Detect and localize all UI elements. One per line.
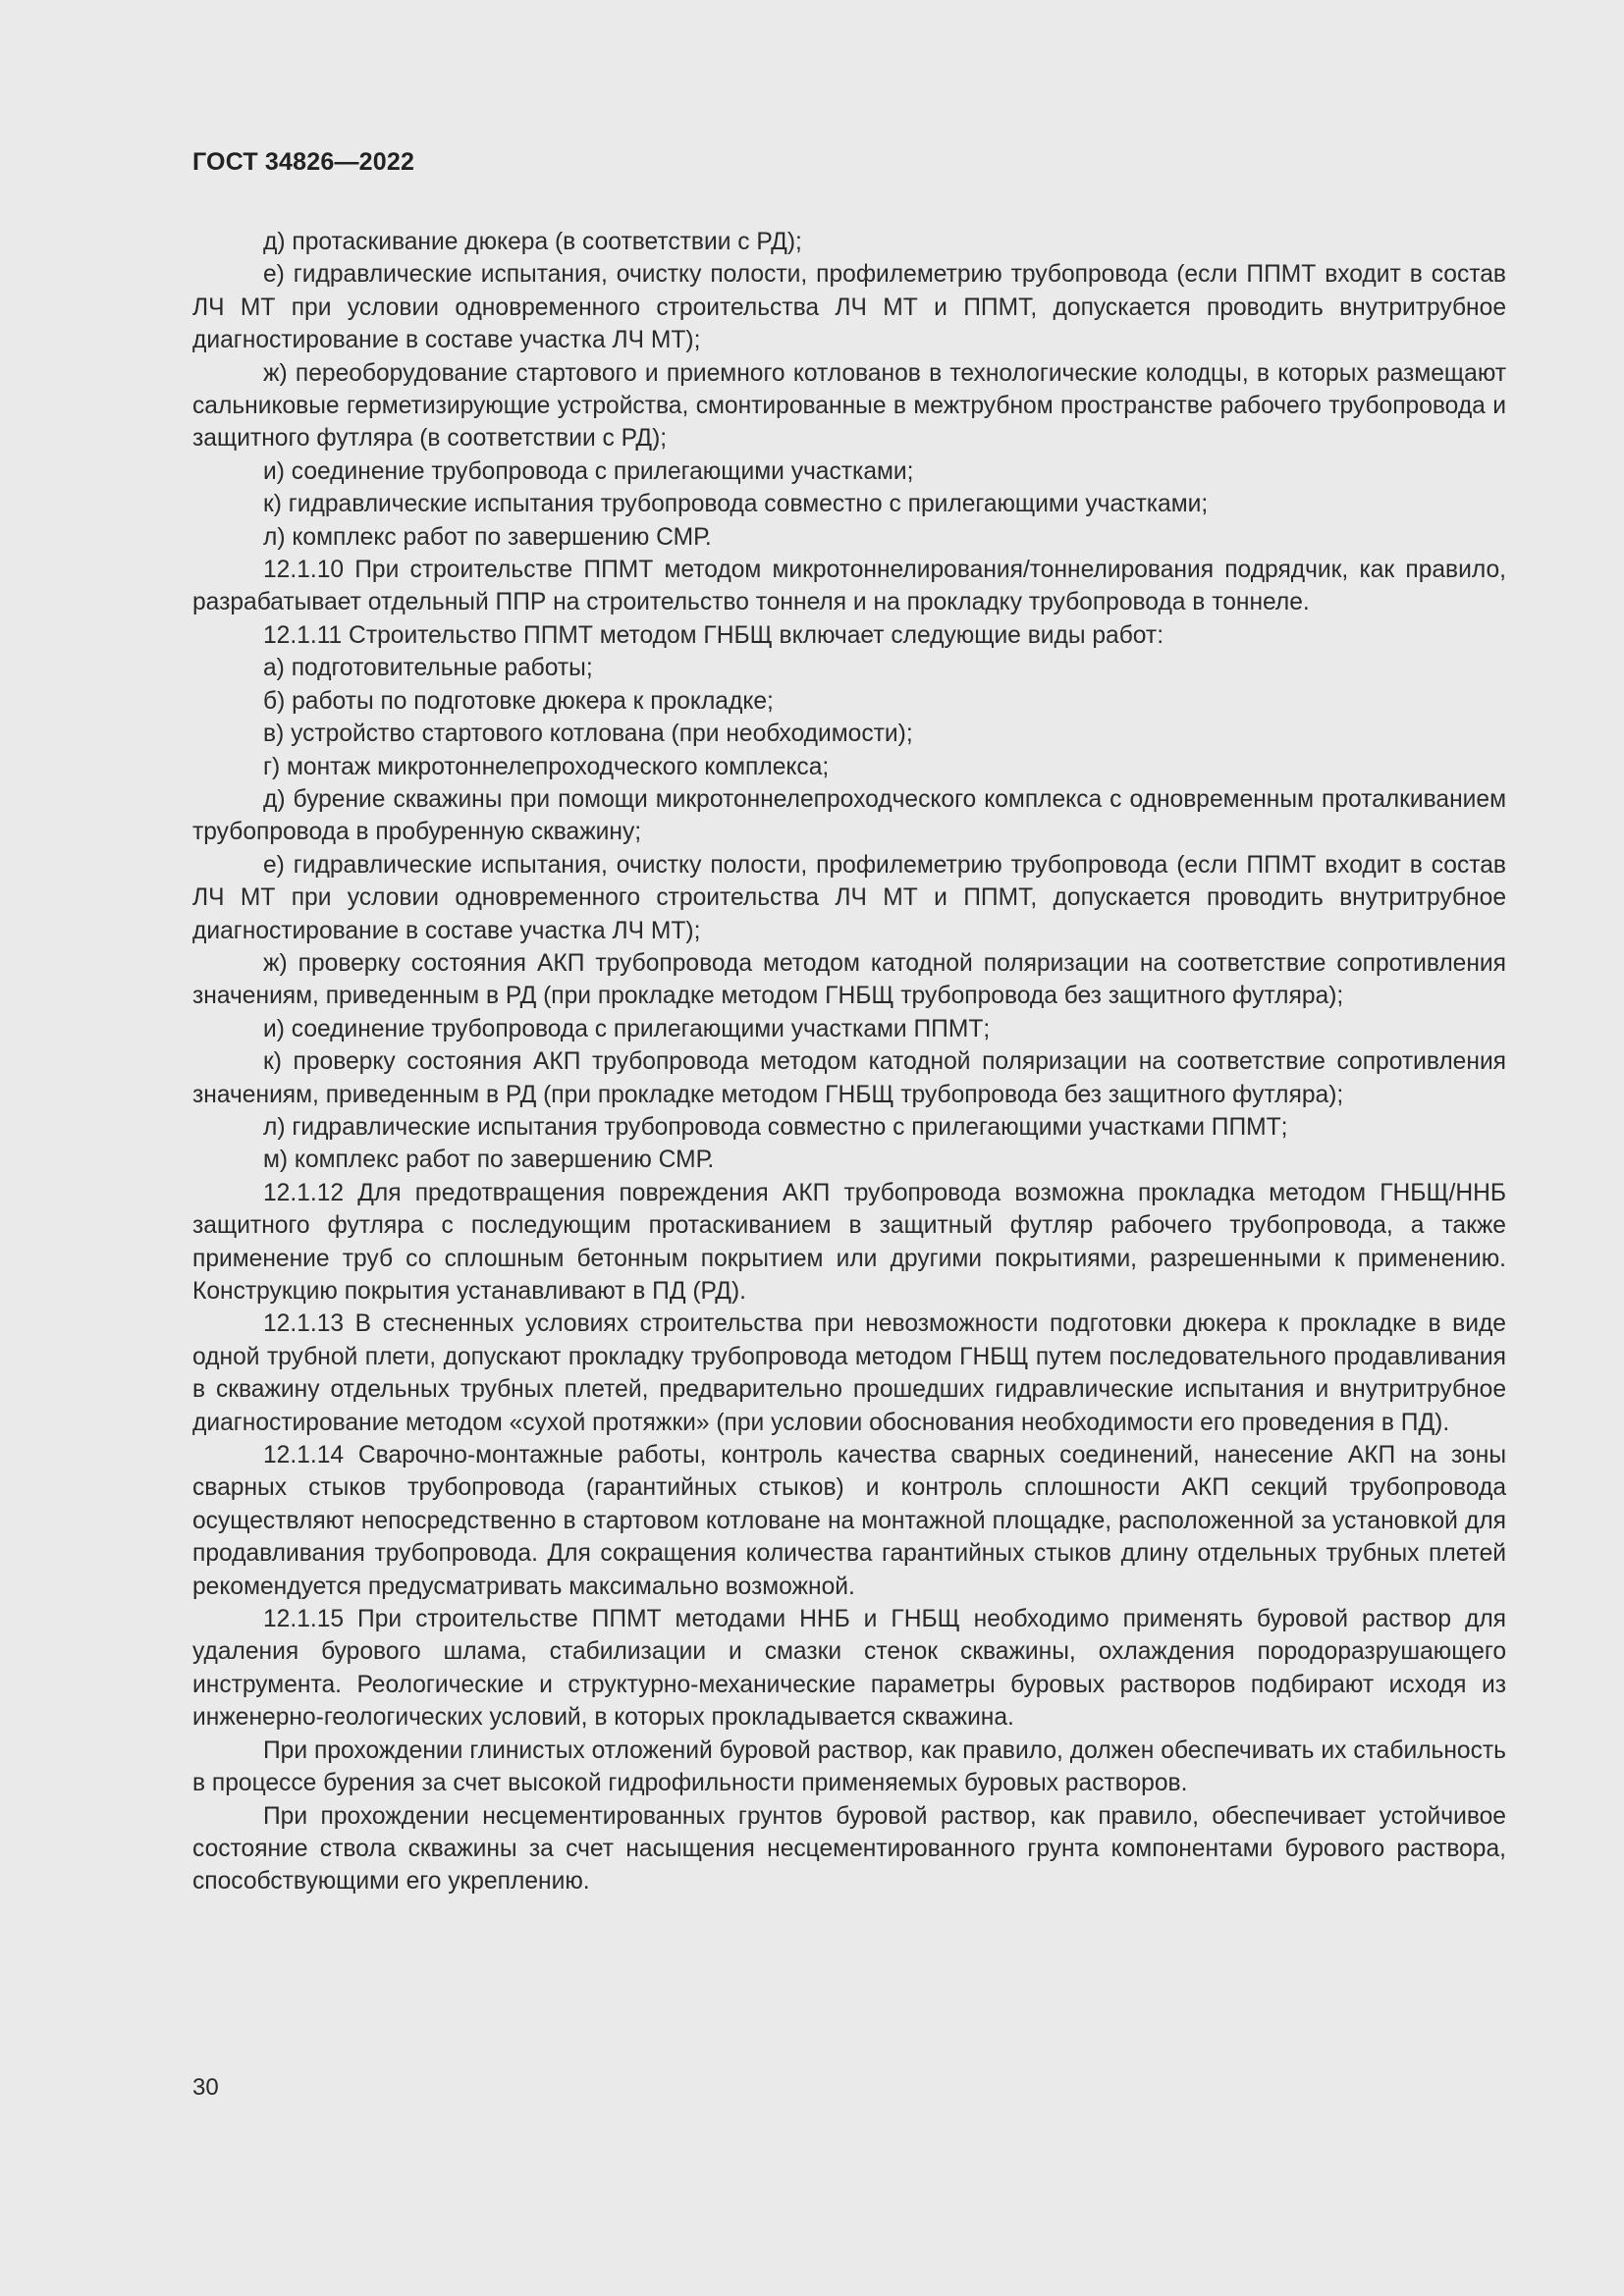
paragraph: к) гидравлические испытания трубопровода совместно с прилегающими участками; xyxy=(263,491,1209,518)
paragraph: и) соединение трубопровода с прилегающими участками ППМТ; xyxy=(263,1015,991,1042)
paragraph: 12.1.13 В стесненных условиях строительства при невозможности подготовки дюкера к прокладке в виде одной трубной плети, допускают прокладку трубопровода методом ГНБЩ путем последовательного продавливания в скважину отдельных трубных плетей, предварительно прошедших гидравлические испытания и внутритрубное диагностирование методом «сухой протяжки» (при условии обоснования необходимости его проведения в ПД). xyxy=(192,1310,1506,1436)
document-body xyxy=(192,226,1506,1898)
paragraph: 12.1.15 При строительстве ППМТ методами ННБ и ГНБЩ необходимо применять буровой раствор для удаления бурового шлама, стабилизации и смазки стенок скважины, охлаждения породоразрушающего инструмента. Реологические и структурно-механические параметры буровых растворов подбирают исходя из инженерно-геологических условий, в которых прокладывается скважина. xyxy=(192,1606,1506,1732)
paragraph: в) устройство стартового котлована (при необходимости); xyxy=(263,721,913,748)
paragraph: к) проверку состояния АКП трубопровода методом катодной поляризации на соответствие сопротивления значениям, приведенным в РД (при прокладке методом ГНБЩ трубопровода без защитного футляра); xyxy=(192,1048,1506,1108)
paragraph: 12.1.12 Для предотвращения повреждения АКП трубопровода возможна прокладка методом ГНБЩ/ННБ защитного футляра с последующим протаскиванием в защитный футляр рабочего трубопровода, а также применение труб со сплошным бетонным покрытием или другими покрытиями, разрешенными к применению. Конструкцию покрытия устанавливают в ПД (РД). xyxy=(192,1179,1506,1305)
paragraph: е) гидравлические испытания, очистку полости, профилеметрию трубопровода (если ППМТ входит в состав ЛЧ МТ при условии одновременного строительства ЛЧ МТ и ППМТ, допускается проводить внутритрубное диагностирование в составе участка ЛЧ МТ); xyxy=(192,851,1506,944)
paragraph: 12.1.14 Сварочно-монтажные работы, контроль качества сварных соединений, нанесение АКП на зоны сварных стыков трубопровода (гарантийных стыков) и контроль сплошности АКП секций трубопровода осуществляют непосредственно в стартовом котловане на монтажной площадке, расположенной за установкой для продавливания трубопровода. Для сокращения количества гарантийных стыков длину отдельных трубных плетей рекомендуется предусматривать максимально возможной. xyxy=(192,1442,1506,1600)
paragraph: ж) проверку состояния АКП трубопровода методом катодной поляризации на соответствие сопротивления значениям, приведенным в РД (при прокладке методом ГНБЩ трубопровода без защитного футляра); xyxy=(192,949,1506,1010)
paragraph: л) гидравлические испытания трубопровода совместно с прилегающими участками ППМТ; xyxy=(263,1113,1288,1141)
paragraph: л) комплекс работ по завершению СМР. xyxy=(263,523,712,551)
paragraph: 12.1.10 При строительстве ППМТ методом микротоннелирования/тоннелирования подрядчик, как правило, разрабатывает отдельный ППР на строительство тоннеля и на прокладку трубопровода в тоннеле. xyxy=(192,557,1506,616)
paragraph: 12.1.11 Строительство ППМТ методом ГНБЩ включает следующие виды работ: xyxy=(263,621,1164,649)
paragraph: При прохождении несцементированных грунтов буровой раствор, как правило, обеспечивает устойчивое состояние ствола скважины за счет насыщения несцементированного грунта компонентами бурового раствора, способствующими его укреплению. xyxy=(192,1802,1506,1896)
paragraph: д) протаскивание дюкера (в соответствии с РД); xyxy=(263,229,802,255)
paragraph: м) комплекс работ по завершению СМР. xyxy=(263,1147,715,1174)
paragraph: б) работы по подготовке дюкера к прокладке; xyxy=(263,687,774,715)
document-header-title: ГОСТ 34826—2022 xyxy=(192,148,415,176)
paragraph: е) гидравлические испытания, очистку полости, профилеметрию трубопровода (если ППМТ входит в состав ЛЧ МТ при условии одновременного строительства ЛЧ МТ и ППМТ, допускается проводить внутритрубное диагностирование в составе участка ЛЧ МТ); xyxy=(192,261,1506,354)
page-number: 30 xyxy=(192,2074,219,2101)
paragraph: и) соединение трубопровода с прилегающими участками; xyxy=(263,457,914,485)
paragraph: д) бурение скважины при помощи микротоннелепроходческого комплекса с одновременным проталкиванием трубопровода в пробуренную скважину; xyxy=(192,785,1506,846)
paragraph: При прохождении глинистых отложений буровой раствор, как правило, должен обеспечивать их стабильность в процессе бурения за счет высокой гидрофильности применяемых буровых растворов. xyxy=(192,1736,1506,1797)
paragraph: ж) переоборудование стартового и приемного котлованов в технологические колодцы, в которых размещают сальниковые герметизирующие устройства, смонтированные в межтрубном пространстве рабочего трубопровода и защитного футляра (в соответствии с РД); xyxy=(192,359,1506,453)
paragraph: а) подготовительные работы; xyxy=(263,655,593,682)
paragraph: г) монтаж микротоннелепроходческого комплекса; xyxy=(263,753,830,780)
